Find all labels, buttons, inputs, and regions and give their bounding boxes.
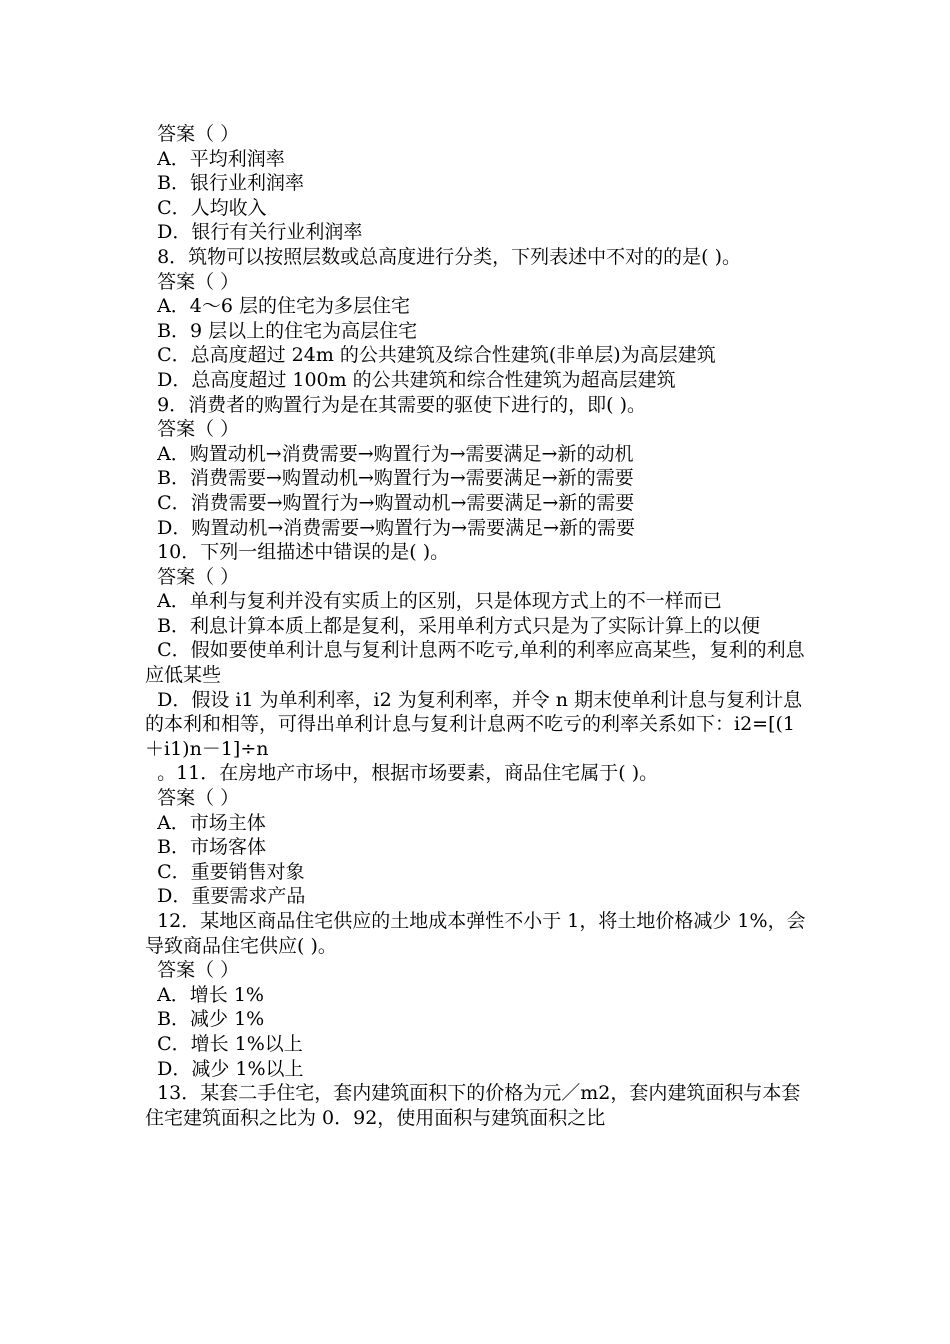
- answer-line: 答案（ ）: [145, 270, 240, 293]
- option-d: D．减少 1%以上: [145, 1057, 304, 1080]
- question-12: 12．某地区商品住宅供应的土地成本弹性不小于 1，将土地价格减少 1%，会导致商品住宅供应( )。: [145, 910, 806, 957]
- question-8: 8．筑物可以按照层数或总高度进行分类，下列表述中不对的的是( )。: [145, 245, 742, 268]
- answer-line: 答案（ ）: [145, 418, 240, 441]
- option-b: B．银行业利润率: [145, 172, 305, 195]
- document-page: [145, 122, 810, 1130]
- option-c: C．重要销售对象: [145, 860, 305, 883]
- answer-line: 答案（ ）: [145, 123, 240, 145]
- answer-line: 答案（ ）: [145, 787, 240, 810]
- option-a: A．4～6 层的住宅为多层住宅: [145, 295, 411, 318]
- option-c: C．增长 1%以上: [145, 1032, 303, 1055]
- option-b: B．市场客体: [145, 836, 267, 859]
- question-13: 13．某套二手住宅，套内建筑面积下的价格为元／m2，套内建筑面积与本套住宅建筑面积之比为 0．92，使用面积与建筑面积之比: [145, 1082, 801, 1129]
- option-d: D．银行有关行业利润率: [145, 221, 363, 244]
- answer-line: 答案（ ）: [145, 565, 240, 588]
- option-b: B．减少 1%: [145, 1008, 265, 1031]
- option-a: A．平均利润率: [145, 147, 285, 170]
- option-b: B．消费需要→购置动机→购置行为→需要满足→新的需要: [145, 467, 634, 490]
- option-d: D．重要需求产品: [145, 885, 306, 908]
- question-11: 。11．在房地产市场中，根据市场要素，商品住宅属于( )。: [145, 762, 659, 785]
- option-b: B．利息计算本质上都是复利，采用单利方式只是为了实际计算上的以便: [145, 614, 761, 637]
- question-9: 9．消费者的购置行为是在其需要的驱使下进行的，即( )。: [145, 393, 647, 416]
- option-c: C．假如要使单利计息与复利计息两不吃亏,单利的利率应高某些，复利的利息应低某些: [145, 639, 805, 687]
- option-a: A．单利与复利并没有实质上的区别，只是体现方式上的不一样而已: [145, 590, 722, 613]
- option-c: C．消费需要→购置行为→购置动机→需要满足→新的需要: [145, 491, 635, 514]
- option-b: B．9 层以上的住宅为高层住宅: [145, 319, 418, 342]
- option-d: D．总高度超过 100m 的公共建筑和综合性建筑为超高层建筑: [145, 368, 676, 391]
- option-c: C．人均收入: [145, 196, 267, 219]
- question-10: 10．下列一组描述中错误的是( )。: [145, 541, 450, 564]
- option-d: D．假设 i1 为单利利率，i2 为复利利率，并令 n 期末使单利计息与复利计息的本利和相等，可得出单利计息与复利计息两不吃亏的利率关系如下：i2=[(1＋i1)n－1]÷n: [145, 688, 803, 760]
- option-a: A．增长 1%: [145, 983, 264, 1006]
- answer-line: 答案（ ）: [145, 959, 240, 982]
- option-a: A．市场主体: [145, 811, 266, 834]
- option-c: C．总高度超过 24m 的公共建筑及综合性建筑(非单层)为高层建筑: [145, 344, 716, 367]
- option-d: D．购置动机→消费需要→购置行为→需要满足→新的需要: [145, 516, 635, 539]
- option-a: A．购置动机→消费需要→购置行为→需要满足→新的动机: [145, 442, 634, 465]
